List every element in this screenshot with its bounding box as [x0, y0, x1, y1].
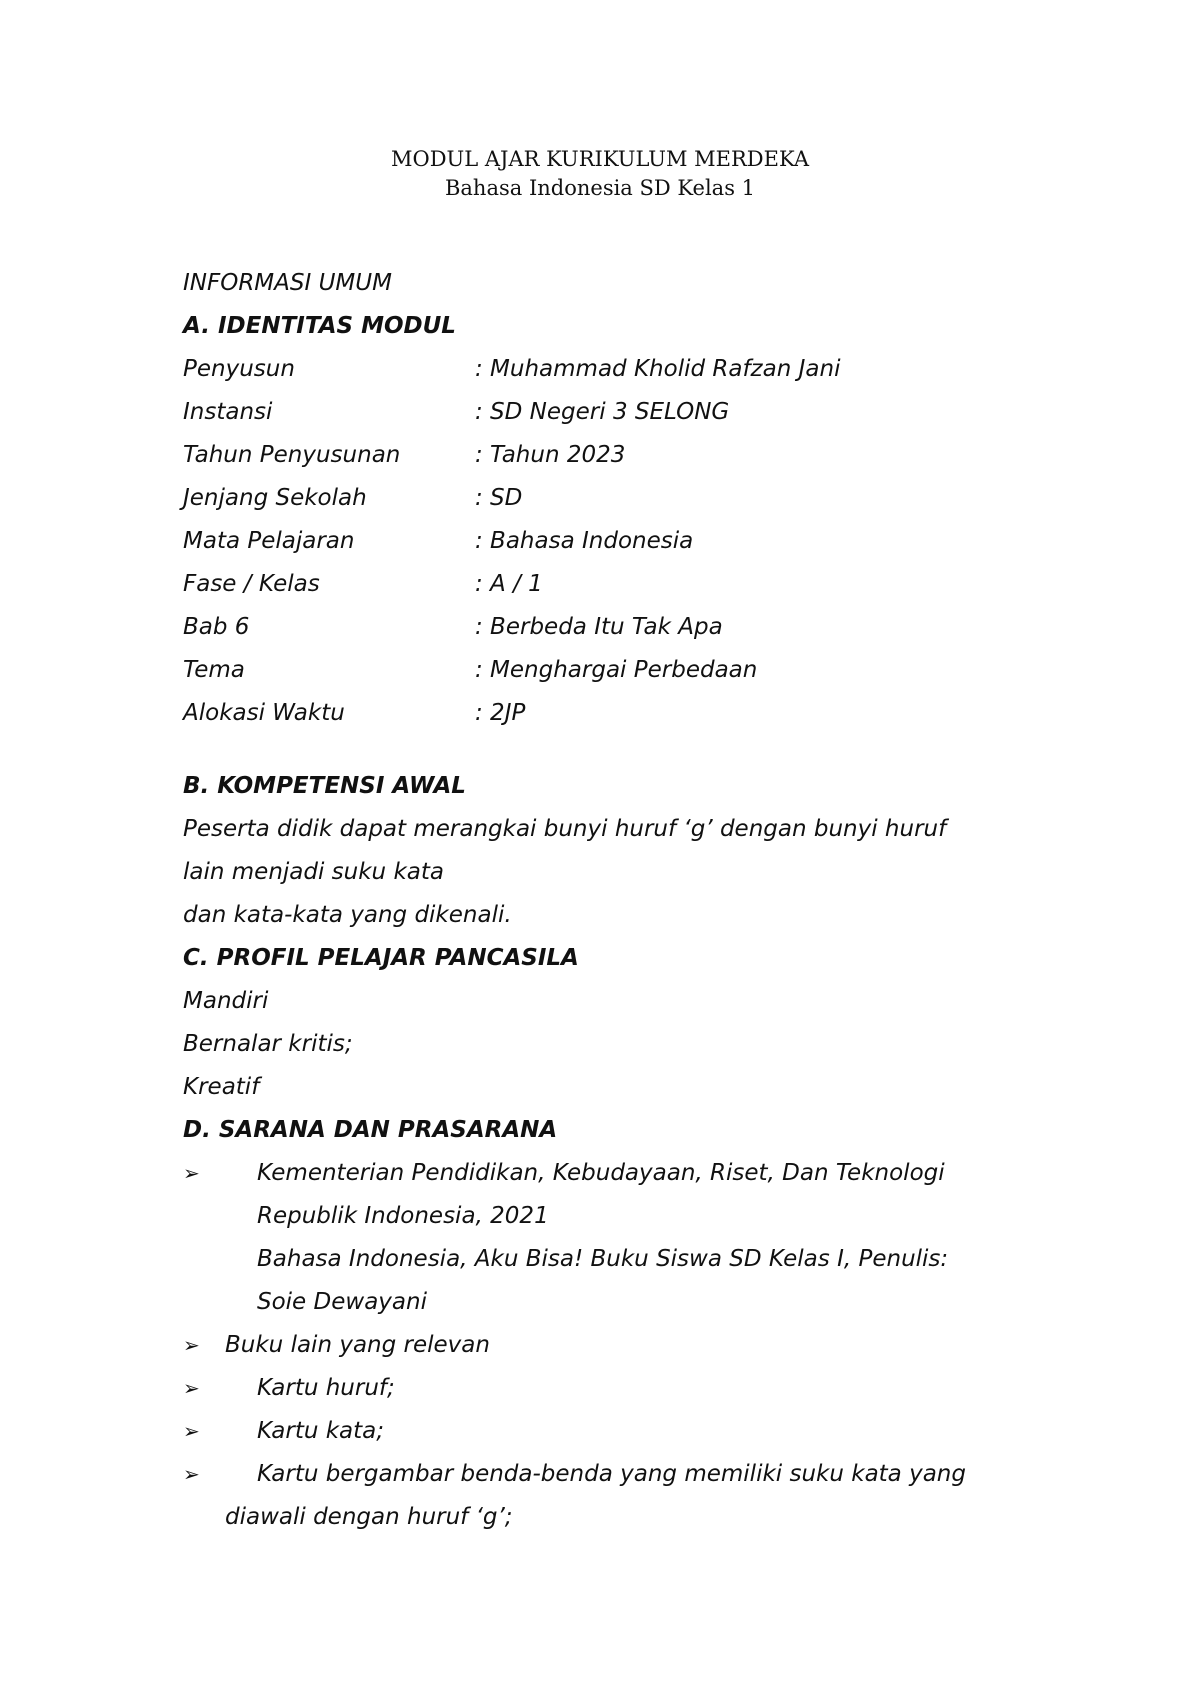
profile-item: Kreatif	[183, 1074, 260, 1100]
identity-row	[183, 391, 1043, 434]
identity-value: : SD Negeri 3 SELONG	[475, 399, 730, 425]
list-item-text: Kartu bergambar benda-benda yang memiliki suku kata yang	[257, 1461, 966, 1487]
identity-row	[183, 477, 1043, 520]
list-item-continuation: Republik Indonesia, 2021	[257, 1203, 549, 1229]
identity-row	[183, 649, 1043, 692]
identity-label: Bab 6	[183, 614, 250, 640]
identity-label: Jenjang Sekolah	[183, 485, 367, 511]
list-item-text: Kartu kata;	[257, 1418, 384, 1444]
profile-item: Mandiri	[183, 988, 269, 1014]
identity-row	[183, 606, 1043, 649]
identity-value: : SD	[475, 485, 523, 511]
profile-item: Bernalar kritis;	[183, 1031, 353, 1057]
identity-label: Penyusun	[183, 356, 295, 382]
identity-value: : Berbeda Itu Tak Apa	[475, 614, 723, 640]
list-item	[183, 1152, 1043, 1195]
section-b-heading: B. KOMPETENSI AWAL	[183, 773, 466, 799]
identity-row	[183, 348, 1043, 391]
identity-value: : 2JP	[475, 700, 526, 726]
document-body	[183, 262, 1043, 1539]
competence-text-line: dan kata-kata yang dikenali.	[183, 902, 512, 928]
arrow-bullet-icon: ➢	[183, 1376, 200, 1400]
identity-row	[183, 563, 1043, 606]
identity-row	[183, 434, 1043, 477]
document-header	[0, 145, 1200, 203]
list-item-text: Kartu huruf;	[257, 1375, 395, 1401]
list-item	[183, 1453, 1043, 1496]
arrow-bullet-icon: ➢	[183, 1333, 200, 1357]
competence-text-line: lain menjadi suku kata	[183, 859, 444, 885]
identity-label: Tema	[183, 657, 245, 683]
identity-label: Instansi	[183, 399, 273, 425]
list-item-text: Buku lain yang relevan	[225, 1332, 490, 1358]
identity-value: : Menghargai Perbedaan	[475, 657, 758, 683]
identity-label: Alokasi Waktu	[183, 700, 345, 726]
document-subtitle: Bahasa Indonesia SD Kelas 1	[444, 176, 756, 200]
list-item	[183, 1410, 1043, 1453]
arrow-bullet-icon: ➢	[183, 1419, 200, 1443]
list-item-continuation: diawali dengan huruf ‘g’;	[225, 1504, 513, 1530]
list-item	[183, 1324, 1043, 1367]
list-item-continuation: Bahasa Indonesia, Aku Bisa! Buku Siswa SD Kelas I, Penulis:	[257, 1246, 949, 1272]
section-d-heading: D. SARANA DAN PRASARANA	[183, 1117, 558, 1143]
list-item-continuation: Soie Dewayani	[257, 1289, 427, 1315]
list-item	[183, 1367, 1043, 1410]
identity-label: Mata Pelajaran	[183, 528, 355, 554]
arrow-bullet-icon: ➢	[183, 1161, 200, 1185]
section-c-heading: C. PROFIL PELAJAR PANCASILA	[183, 945, 579, 971]
identity-label: Fase / Kelas	[183, 571, 320, 597]
identity-row	[183, 692, 1043, 735]
identity-label: Tahun Penyusunan	[183, 442, 401, 468]
identity-value: : Muhammad Kholid Rafzan Jani	[475, 356, 841, 382]
competence-text-line: Peserta didik dapat merangkai bunyi huruf ‘g’ dengan bunyi huruf	[183, 816, 947, 842]
identity-value: : Bahasa Indonesia	[475, 528, 694, 554]
spacer	[183, 735, 1043, 765]
info-heading: INFORMASI UMUM	[183, 270, 392, 296]
arrow-bullet-icon: ➢	[183, 1462, 200, 1486]
identity-row	[183, 520, 1043, 563]
section-a-heading: A. IDENTITAS MODUL	[183, 313, 456, 339]
document-title: MODUL AJAR KURIKULUM MERDEKA	[391, 147, 809, 171]
identity-value: : A / 1	[475, 571, 543, 597]
list-item-text: Kementerian Pendidikan, Kebudayaan, Riset, Dan Teknologi	[257, 1160, 945, 1186]
identity-table	[183, 348, 1043, 735]
identity-value: : Tahun 2023	[475, 442, 626, 468]
